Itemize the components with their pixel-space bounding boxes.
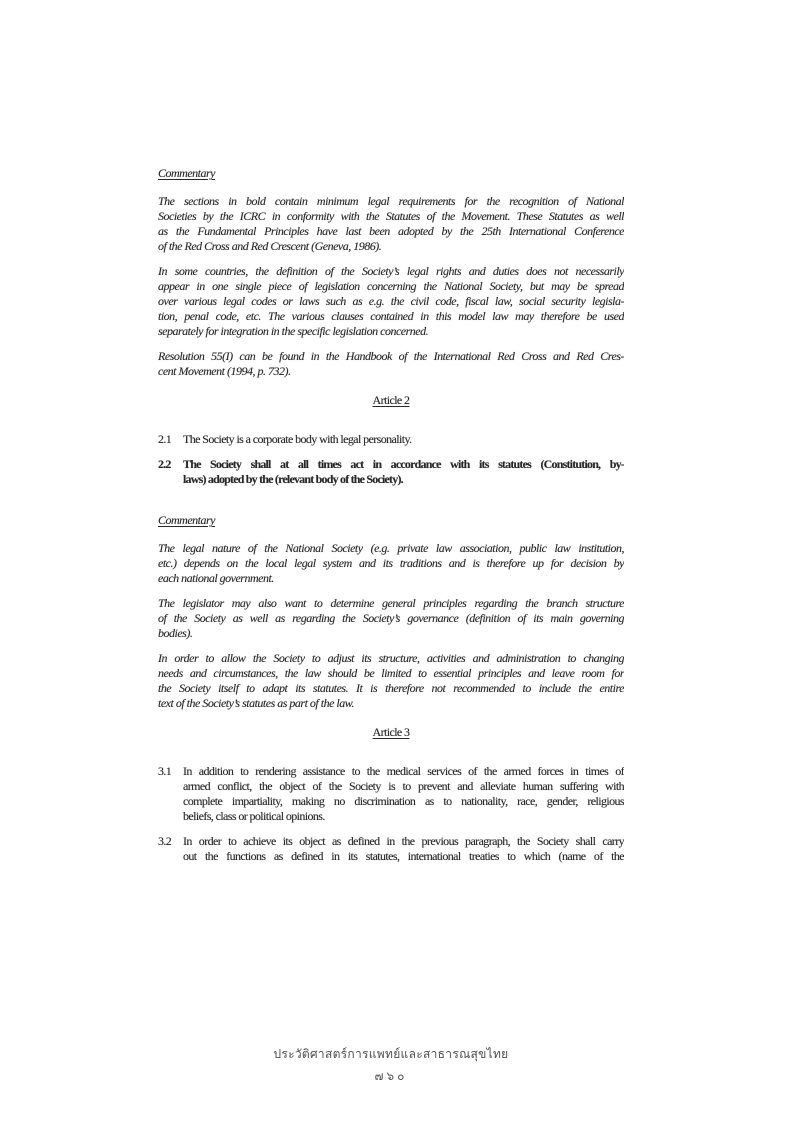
commentary-paragraph [158,541,624,586]
text-line: needs and circumstances, the law should be limited to essential principles and leave room for [158,666,624,680]
article-2-heading [158,393,624,408]
text-line: The legislator may also want to determine general principles regarding the branch structure [158,596,624,610]
text-line: as the Fundamental Principles have last been adopted by the 25th International Conference [158,224,624,238]
commentary-heading-2 [158,513,624,528]
text-line: Societies by the ICRC in conformity with the Statutes of the Movement. These Statutes as well [158,209,624,223]
footer-book-title: ประวัติศาสตร์การแพทย์และสาธารณสุขไทย [273,1047,509,1061]
commentary-heading-1 [158,166,624,181]
commentary-heading-2-text: Commentary [158,513,215,527]
text-line: of the Society as well as regarding the Society’s governance (definition of its main governing [158,611,624,625]
text-line: beliefs, class or political opinions. [183,809,325,823]
commentary-paragraph [158,596,624,641]
commentary-paragraph [158,349,624,379]
text-line: The Society shall at all times act in accordance with its statutes (Constitution, by- [183,457,624,471]
text-line: In addition to rendering assistance to the medical services of the armed forces in times of [183,764,624,778]
text-line: cent Movement (1994, p. 732). [158,364,291,378]
clause-number: 3.1 [158,764,172,778]
clause-3-1 [158,764,624,824]
text-line: In some countries, the definition of the Society’s legal rights and duties does not necessarily [158,264,624,278]
commentary-paragraph [158,264,624,339]
article-2-heading-text: Article 2 [372,393,410,407]
commentary-paragraph [158,194,624,254]
text-line: Resolution 55(I) can be found in the Handbook of the International Red Cross and Red Cres- [158,349,624,363]
text-line: each national government. [158,571,274,585]
text-line: over various legal codes or laws such as e.g. the civil code, fiscal law, social security legisla- [158,294,624,308]
clause-number: 2.1 [158,432,172,446]
text-line: text of the Society’s statutes as part of the law. [158,696,354,710]
footer-page-number: ๗๖๐ [374,1069,408,1083]
text-line: the Society itself to adapt its statutes. It is therefore not recommended to include the entire [158,681,624,695]
article-3-heading [158,725,624,740]
commentary-heading-1-text: Commentary [158,166,215,180]
text-line: bodies). [158,626,193,640]
commentary-paragraph [158,651,624,711]
clause-2-2 [158,457,624,487]
text-line: etc.) depends on the local legal system and its traditions and is therefore up for decision by [158,556,624,570]
text-line: In order to allow the Society to adjust its structure, activities and administration to changing [158,651,624,665]
text-line: The Society is a corporate body with legal personality. [183,432,412,446]
text-line: out the functions as defined in its statutes, international treaties to which (name of the [183,849,624,863]
clause-number: 2.2 [158,457,171,471]
text-line: laws) adopted by the (relevant body of the Society). [183,472,403,486]
article-3-heading-text: Article 3 [372,725,410,739]
text-line: separately for integration in the specific legislation concerned. [158,324,429,338]
text-line: tion, penal code, etc. The various clauses contained in this model law may therefore be used [158,309,624,323]
text-line: The sections in bold contain minimum legal requirements for the recognition of National [158,194,624,208]
text-line: complete impartiality, making no discrimination as to nationality, race, gender, religious [183,794,624,808]
clause-number: 3.2 [158,834,172,848]
document-body [158,0,624,874]
text-line: appear in one single piece of legislation concerning the National Society, but may be spread [158,279,624,293]
clause-2-1 [158,432,624,447]
text-line: of the Red Cross and Red Crescent (Geneva, 1986). [158,239,382,253]
text-line: armed conflict, the object of the Society is to prevent and alleviate human suffering with [183,779,624,793]
text-line: In order to achieve its object as defined in the previous paragraph, the Society shall carry [183,834,624,848]
text-line: The legal nature of the National Society (e.g. private law association, public law institution, [158,541,624,555]
clause-3-2 [158,834,624,864]
